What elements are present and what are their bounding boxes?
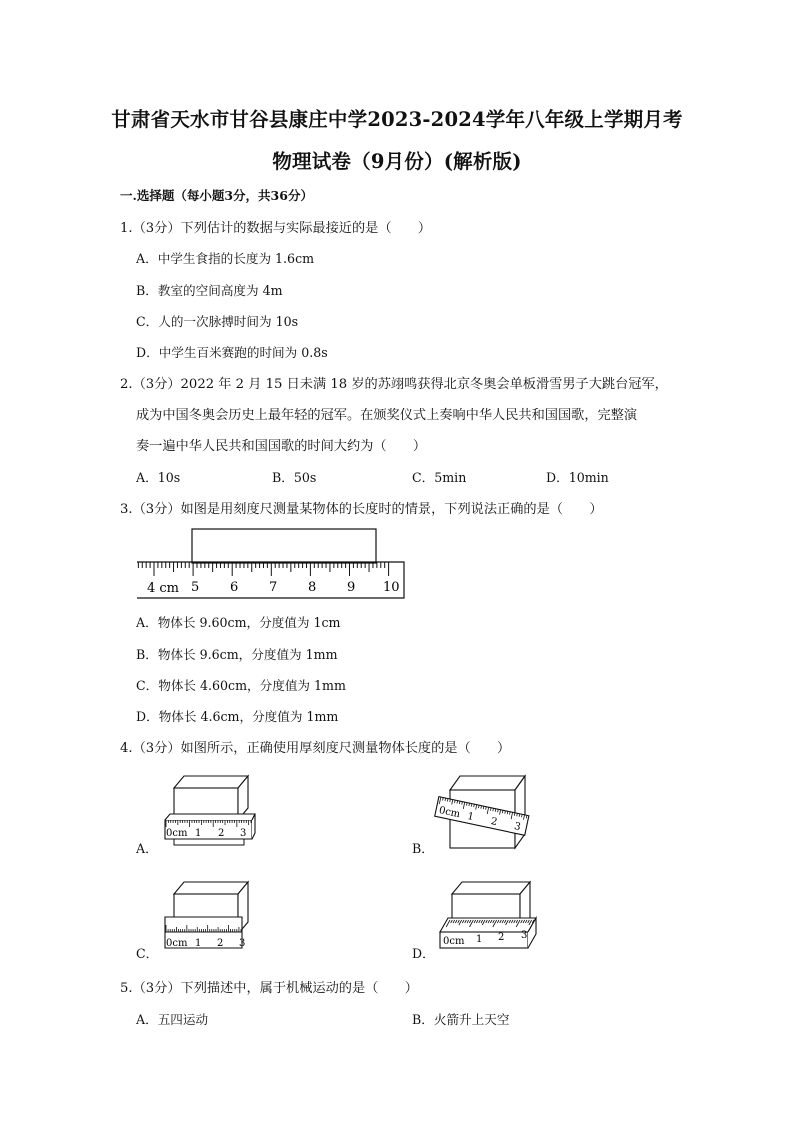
fig-a-label-0cm: 0cm bbox=[166, 828, 188, 839]
question-2-option-c: C．5min bbox=[412, 470, 467, 485]
fig-b-label-1: 1 bbox=[466, 811, 475, 824]
ruler-label-5: 5 bbox=[191, 580, 200, 595]
question-3-option-a: A．物体长 9.60cm，分度值为 1cm bbox=[136, 615, 341, 630]
fig-b-label-0cm: 0cm bbox=[437, 805, 462, 821]
question-4-option-c-letter: C． bbox=[136, 946, 159, 961]
question-2-option-d: D．10min bbox=[546, 470, 609, 485]
fig-c-label-3: 3 bbox=[239, 938, 246, 949]
question-3-option-c: C．物体长 4.60cm，分度值为 1mm bbox=[136, 678, 346, 693]
question-4-figure-d bbox=[430, 876, 540, 956]
ruler-label-8: 8 bbox=[308, 580, 317, 595]
question-1-option-a: A．中学生食指的长度为 1.6cm bbox=[136, 251, 315, 266]
question-3-ruler-figure bbox=[134, 524, 409, 600]
question-4-figure-b bbox=[430, 770, 535, 850]
ruler-label-4cm: 4 cm bbox=[147, 581, 180, 596]
fig-d-label-0cm: 0cm bbox=[443, 936, 465, 947]
question-2-option-b: B．50s bbox=[272, 470, 317, 485]
question-3-option-b: B．物体长 9.6cm，分度值为 1mm bbox=[136, 647, 338, 662]
question-1-option-c: C．人的一次脉搏时间为 10s bbox=[136, 314, 299, 329]
ruler-label-9: 9 bbox=[347, 580, 356, 595]
question-5-stem: 5.（3分）下列描述中，属于机械运动的是（ ） bbox=[120, 981, 418, 996]
measured-object bbox=[192, 529, 376, 563]
question-4-option-a-letter: A． bbox=[136, 841, 158, 856]
fig-d-label-2: 2 bbox=[498, 932, 505, 943]
fig-c-label-0cm: 0cm bbox=[166, 938, 188, 949]
ruler-label-6: 6 bbox=[230, 580, 239, 595]
fig-a-label-2: 2 bbox=[218, 828, 225, 839]
section-heading: 一.选择题（每小题3分，共36分） bbox=[120, 188, 313, 203]
fig-a-label-1: 1 bbox=[195, 828, 202, 839]
question-1-option-d: D．中学生百米赛跑的时间为 0.8s bbox=[136, 345, 328, 360]
page-title-line2: 物理试卷（9月份）(解析版) bbox=[272, 150, 522, 173]
question-2-option-a: A．10s bbox=[136, 470, 181, 485]
fig-d-label-3: 3 bbox=[521, 930, 528, 941]
page-title-line1: 甘肃省天水市甘谷县康庄中学2023-2024学年八年级上学期月考 bbox=[111, 108, 683, 131]
fig-c-label-2: 2 bbox=[217, 938, 224, 949]
question-4-option-b-letter: B． bbox=[412, 841, 434, 856]
ruler-label-7: 7 bbox=[269, 580, 278, 595]
question-1-option-b: B．教室的空间高度为 4m bbox=[136, 283, 283, 298]
fig-d-label-1: 1 bbox=[476, 934, 483, 945]
question-2-stem-line2: 成为中国冬奥会历史上最年轻的冠军。在颁奖仪式上奏响中华人民共和国国歌，完整演 bbox=[136, 408, 638, 423]
question-2-stem-line3: 奏一遍中华人民共和国国歌的时间大约为（ ） bbox=[136, 439, 427, 454]
ruler-label-10: 10 bbox=[383, 580, 400, 595]
question-1-stem: 1.（3分）下列估计的数据与实际最接近的是（ ） bbox=[120, 221, 432, 236]
question-4-figure-a bbox=[160, 770, 260, 850]
fig-b-label-3: 3 bbox=[513, 821, 522, 834]
question-4-stem: 4.（3分）如图所示，正确使用厚刻度尺测量物体长度的是（ ） bbox=[120, 741, 511, 756]
fig-a-label-3: 3 bbox=[240, 828, 247, 839]
ruler-ticks bbox=[138, 562, 388, 576]
question-5-option-a: A．五四运动 bbox=[136, 1012, 209, 1027]
question-4-option-d-letter: D． bbox=[412, 946, 435, 961]
question-2-stem-line1: 2.（3分）2022 年 2 月 15 日未满 18 岁的苏翊鸣获得北京冬奥会单板滑雪男子大跳台冠军， bbox=[120, 377, 668, 392]
fig-c-label-1: 1 bbox=[195, 938, 202, 949]
question-4-figure-c bbox=[160, 876, 260, 956]
fig-b-label-2: 2 bbox=[489, 816, 499, 829]
question-5-option-b: B．火箭升上天空 bbox=[412, 1012, 510, 1027]
question-3-stem: 3.（3分）如图是用刻度尺测量某物体的长度时的情景，下列说法正确的是（ ） bbox=[120, 502, 603, 517]
question-3-option-d: D．物体长 4.6cm，分度值为 1mm bbox=[136, 709, 339, 724]
